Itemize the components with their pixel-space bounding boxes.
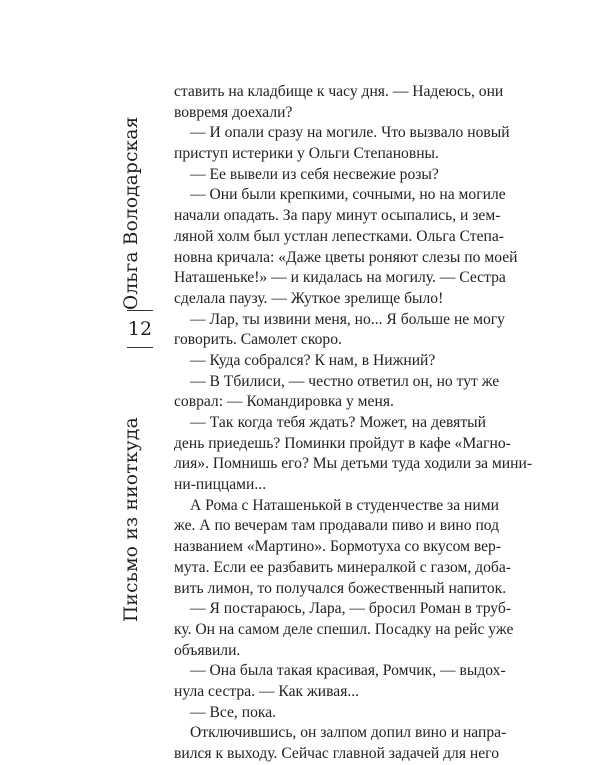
text-line: Наташеньке!» — и кидалась на могилу. — Сестра — [174, 269, 506, 287]
text-line: ляной холм был устлан лепестками. Ольга Степа- — [174, 227, 504, 245]
author-name: Ольга Володарская — [121, 116, 142, 310]
text-line: — Ее вывели из себя несвежие розы? — [190, 165, 439, 183]
text-line: объявили. — [174, 641, 241, 659]
text-line: А Рома с Наташенькой в студенчестве за ними — [190, 496, 499, 514]
text-line: мута. Если ее разбавить минералкой с газом, доба- — [174, 558, 511, 576]
text-line: — Лар, ты извини меня, но... Я больше не могу — [190, 310, 505, 328]
text-line: день приедешь? Поминки пройдут в кафе «Магно- — [174, 434, 511, 452]
text-line: новна кричала: «Даже цветы роняют слезы по моей — [174, 248, 518, 266]
book-title: Письмо из ниоткуда — [121, 417, 142, 622]
text-line: — Я постараюсь, Лара, — бросил Роман в труб- — [190, 600, 512, 618]
text-line: Отключившись, он залпом допил вино и напра- — [190, 724, 507, 742]
text-line: вить лимон, то получался божественный напиток. — [174, 579, 507, 597]
text-line: приступ истерики у Ольги Степановны. — [174, 145, 439, 163]
running-head — [103, 100, 179, 660]
text-line: — Они были крепкими, сочными, но на могиле — [190, 186, 506, 204]
text-line: нула сестра. — Как живая... — [174, 682, 360, 700]
text-line: говорить. Самолет скоро. — [174, 331, 342, 349]
body-text — [174, 82, 533, 765]
text-line: — В Тбилиси, — честно ответил он, но тут же — [190, 372, 500, 390]
text-line: — Она была такая красивая, Ромчик, — выдох- — [190, 662, 506, 680]
text-line: — И опали сразу на могиле. Что вызвало новый — [190, 124, 510, 142]
text-line: начали опадать. За пару минут осыпались, и зем- — [174, 207, 501, 225]
text-line: вовремя доехали? — [174, 103, 293, 121]
text-line: сделала паузу. — Жуткое зрелище было! — [174, 289, 444, 307]
page-number: 12 — [119, 318, 161, 340]
text-line: — Все, пока. — [190, 703, 277, 721]
text-line: — Так когда тебя ждать? Может, на девятый — [190, 414, 486, 431]
text-line: названием «Мартино». Бормотуха со вкусом вер- — [174, 538, 502, 556]
text-line: ставить на кладбище к часу дня. — Надеюсь, они — [174, 83, 504, 100]
text-line: лия». Помнишь его? Мы детьми туда ходили за мини- — [174, 455, 533, 473]
text-line: — Куда собрался? К нам, в Нижний? — [190, 351, 436, 369]
text-line: ни-пиццами... — [174, 476, 267, 494]
text-line: же. А по вечерам там продавали пиво и вино под — [174, 517, 500, 535]
text-line: вился к выходу. Сейчас главной задачей для него — [174, 745, 499, 762]
text-line: соврал: — Командировка у меня. — [174, 393, 394, 411]
text-line: ку. Он на самом деле спешил. Посадку на рейс уже — [174, 620, 514, 638]
